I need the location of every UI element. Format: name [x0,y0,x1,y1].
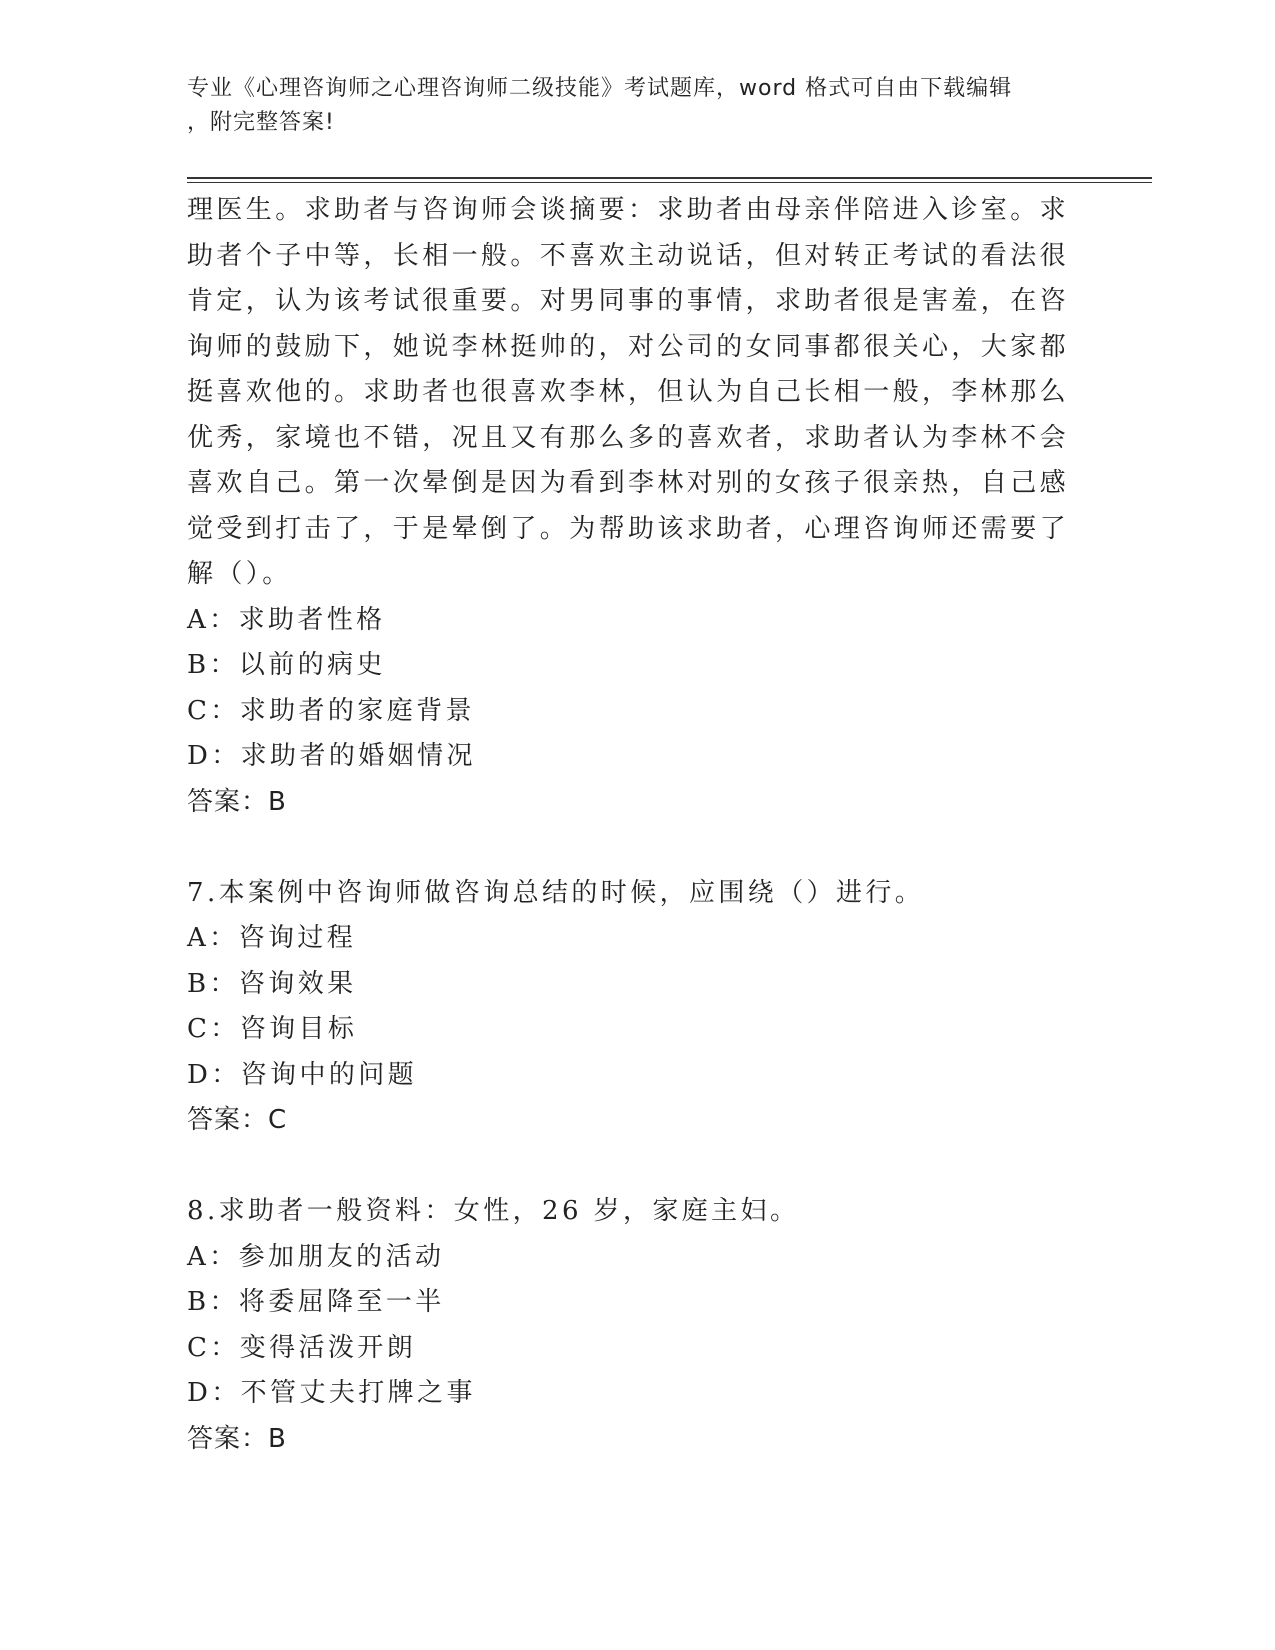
option-d: D：求助者的婚姻情况 [187,741,476,771]
question-6 [187,188,1087,825]
question-stem-line: 觉受到打击了，于是晕倒了。为帮助该求助者，心理咨询师还需要了 [187,513,1070,544]
question-7 [187,871,1087,1144]
question-stem: 8.求助者一般资料：女性，26 岁，家庭主妇。 [187,1196,800,1226]
document-body [187,188,1087,1462]
option-a: A：参加朋友的活动 [187,1241,445,1272]
header-divider-thick [187,177,1152,179]
option-a: A：咨询过程 [187,923,357,953]
answer-line: 答案：C [187,1105,288,1135]
answer-line: 答案：B [187,786,287,817]
question-stem: 7.本案例中咨询师做咨询总结的时候，应围绕（）进行。 [187,877,925,908]
question-stem-line: 询师的鼓励下，她说李林挺帅的，对公司的女同事都很关心，大家都 [187,331,1070,362]
question-stem-line: 优秀，家境也不错，况且又有那么多的喜欢者，求助者认为李林不会 [187,422,1070,453]
header-line-2: ，附完整答案! [187,110,335,135]
answer-line: 答案：B [187,1423,287,1454]
question-stem-line: 肯定，认为该考试很重要。对男同事的事情，求助者很是害羞，在咨 [187,286,1070,316]
option-d: D：咨询中的问题 [187,1059,418,1090]
header-line-1: 专业《心理咨询师之心理咨询师二级技能》考试题库，word 格式可自由下载编辑 [187,76,1013,101]
option-c: C：咨询目标 [187,1014,358,1044]
question-stem-line: 挺喜欢他的。求助者也很喜欢李林，但认为自己长相一般，李林那么 [187,377,1070,407]
option-b: B：咨询效果 [187,968,357,999]
option-d: D：不管丈夫打牌之事 [187,1378,476,1408]
option-a: A：求助者性格 [187,604,386,635]
option-b: B：将委屈降至一半 [187,1287,445,1317]
option-b: B：以前的病史 [187,650,386,680]
question-8 [187,1189,1087,1462]
option-c: C：变得活泼开朗 [187,1332,417,1363]
spacer [187,1144,1087,1190]
question-stem-line: 喜欢自己。第一次晕倒是因为看到李林对别的女孩子很亲热，自己感 [187,468,1070,498]
question-stem-line: 助者个子中等，长相一般。不喜欢主动说话，但对转正考试的看法很 [187,240,1070,271]
question-stem-line: 理医生。求助者与咨询师会谈摘要：求助者由母亲伴陪进入诊室。求 [187,195,1070,225]
question-stem-line: 解（）。 [187,559,292,589]
option-c: C：求助者的家庭背景 [187,695,475,726]
document-header [187,72,1067,140]
spacer [187,825,1087,871]
header-divider-thin [187,182,1152,183]
